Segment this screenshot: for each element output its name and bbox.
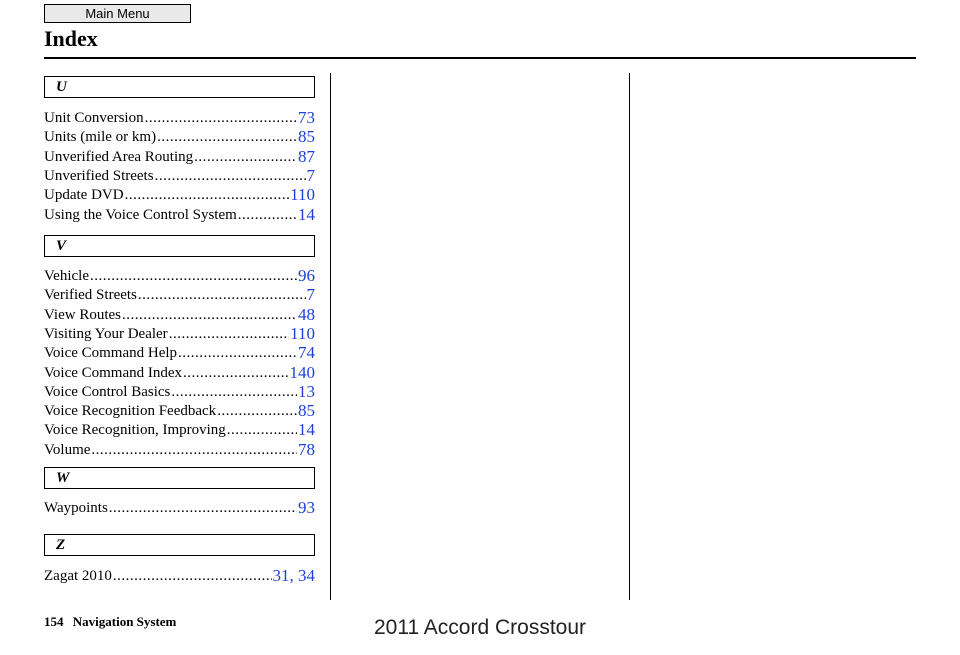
index-term: Voice Recognition Feedback	[44, 403, 217, 420]
leader-dots	[194, 147, 297, 167]
page-link[interactable]: 110	[290, 185, 315, 205]
page-refs	[298, 401, 315, 421]
section-header-u: U	[44, 76, 315, 98]
leader-dots	[109, 498, 297, 518]
page-link[interactable]: 85	[298, 127, 315, 147]
leader-dots	[169, 324, 289, 344]
index-term: Unverified Area Routing	[44, 148, 194, 165]
leader-dots	[90, 266, 297, 286]
index-term: Zagat 2010	[44, 568, 112, 584]
page-link[interactable]: 31	[272, 566, 290, 585]
page-link[interactable]: 87	[298, 146, 315, 166]
index-term: Vehicle	[44, 268, 89, 284]
leader-dots	[171, 382, 297, 402]
page-link[interactable]: 93	[298, 498, 315, 517]
leader-dots	[238, 205, 297, 225]
index-term: Voice Control Basics	[44, 383, 171, 400]
leader-dots	[145, 108, 297, 128]
index-entry	[44, 305, 315, 325]
index-entry	[44, 363, 315, 383]
page-link[interactable]: 7	[306, 165, 315, 185]
page-link[interactable]: 14	[298, 420, 315, 440]
index-term: Visiting Your Dealer	[44, 325, 168, 342]
index-entry	[44, 266, 315, 286]
leader-dots	[217, 401, 297, 421]
page-refs	[298, 108, 315, 128]
page-refs	[298, 266, 315, 286]
leader-dots	[113, 566, 272, 586]
page-refs	[298, 420, 315, 440]
index-term: Unverified Streets	[44, 167, 154, 184]
page-link[interactable]: 74	[298, 343, 315, 363]
leader-dots	[157, 127, 297, 147]
index-term: Voice Command Help	[44, 345, 178, 362]
footer-section-name: Navigation System	[72, 614, 177, 629]
index-term: Update DVD	[44, 187, 124, 204]
page-link[interactable]: 110	[290, 323, 315, 343]
index-entry	[44, 498, 315, 518]
page-link[interactable]: 140	[289, 362, 315, 382]
index-entry	[44, 185, 315, 205]
page-refs	[298, 498, 315, 518]
index-entry	[44, 108, 315, 128]
page-link[interactable]: 7	[306, 285, 315, 305]
page-refs	[298, 127, 315, 147]
leader-dots	[91, 440, 297, 460]
page-link[interactable]: 78	[298, 439, 315, 459]
page-refs	[273, 566, 316, 586]
index-entry	[44, 324, 315, 344]
index-term: Waypoints	[44, 500, 108, 516]
index-term: Units (mile or km)	[44, 129, 157, 146]
index-entry	[44, 285, 315, 305]
watermark: 2011 Accord Crosstour	[373, 616, 587, 639]
index-entry	[44, 343, 315, 363]
page-refs	[290, 185, 315, 205]
index-term: Unit Conversion	[44, 110, 144, 126]
page-refs	[290, 324, 315, 344]
index-entry	[44, 205, 315, 225]
index-term: Voice Command Index	[44, 364, 183, 381]
leader-dots	[227, 420, 297, 440]
page-refs	[298, 147, 315, 167]
index-column	[44, 0, 315, 600]
index-entry	[44, 566, 315, 586]
section-header-z: Z	[44, 534, 315, 556]
page-refs	[298, 305, 315, 325]
page-refs	[298, 343, 315, 363]
index-entry	[44, 166, 315, 186]
page-link[interactable]: 13	[298, 381, 315, 401]
main-menu-button[interactable]: Main Menu	[44, 4, 191, 23]
leader-dots	[122, 305, 297, 325]
page-link[interactable]: 14	[298, 204, 315, 224]
page-refs	[298, 382, 315, 402]
index-term: Using the Voice Control System	[44, 206, 237, 223]
page-link[interactable]: 85	[298, 401, 315, 421]
leader-dots	[155, 166, 306, 186]
page-link[interactable]: 73	[298, 108, 315, 127]
page-link[interactable]: 48	[298, 304, 315, 324]
index-entry	[44, 382, 315, 402]
index-term: Volume	[44, 441, 91, 458]
index-term: View Routes	[44, 306, 122, 323]
section-header-w: W	[44, 467, 315, 489]
leader-dots	[178, 343, 297, 363]
page-refs	[307, 285, 316, 305]
page-refs	[298, 205, 315, 225]
index-term: Voice Recognition, Improving	[44, 422, 226, 439]
index-term: Verified Streets	[44, 287, 137, 304]
index-entry	[44, 420, 315, 440]
index-entry	[44, 147, 315, 167]
page-title: Index	[44, 26, 98, 51]
page-refs	[290, 363, 316, 383]
page-number: 154	[44, 614, 64, 629]
leader-dots	[125, 185, 290, 205]
index-entry	[44, 440, 315, 460]
leader-dots	[183, 363, 288, 383]
index-entry	[44, 127, 315, 147]
leader-dots	[138, 285, 306, 305]
column-divider	[629, 73, 630, 600]
index-entry	[44, 401, 315, 421]
page-refs	[298, 440, 315, 460]
section-header-v: V	[44, 235, 315, 257]
page-refs	[307, 166, 316, 186]
page-separator: ,	[289, 566, 298, 585]
column-divider	[330, 73, 331, 600]
page-link[interactable]: 96	[298, 266, 315, 285]
page-link[interactable]: 34	[298, 566, 315, 585]
